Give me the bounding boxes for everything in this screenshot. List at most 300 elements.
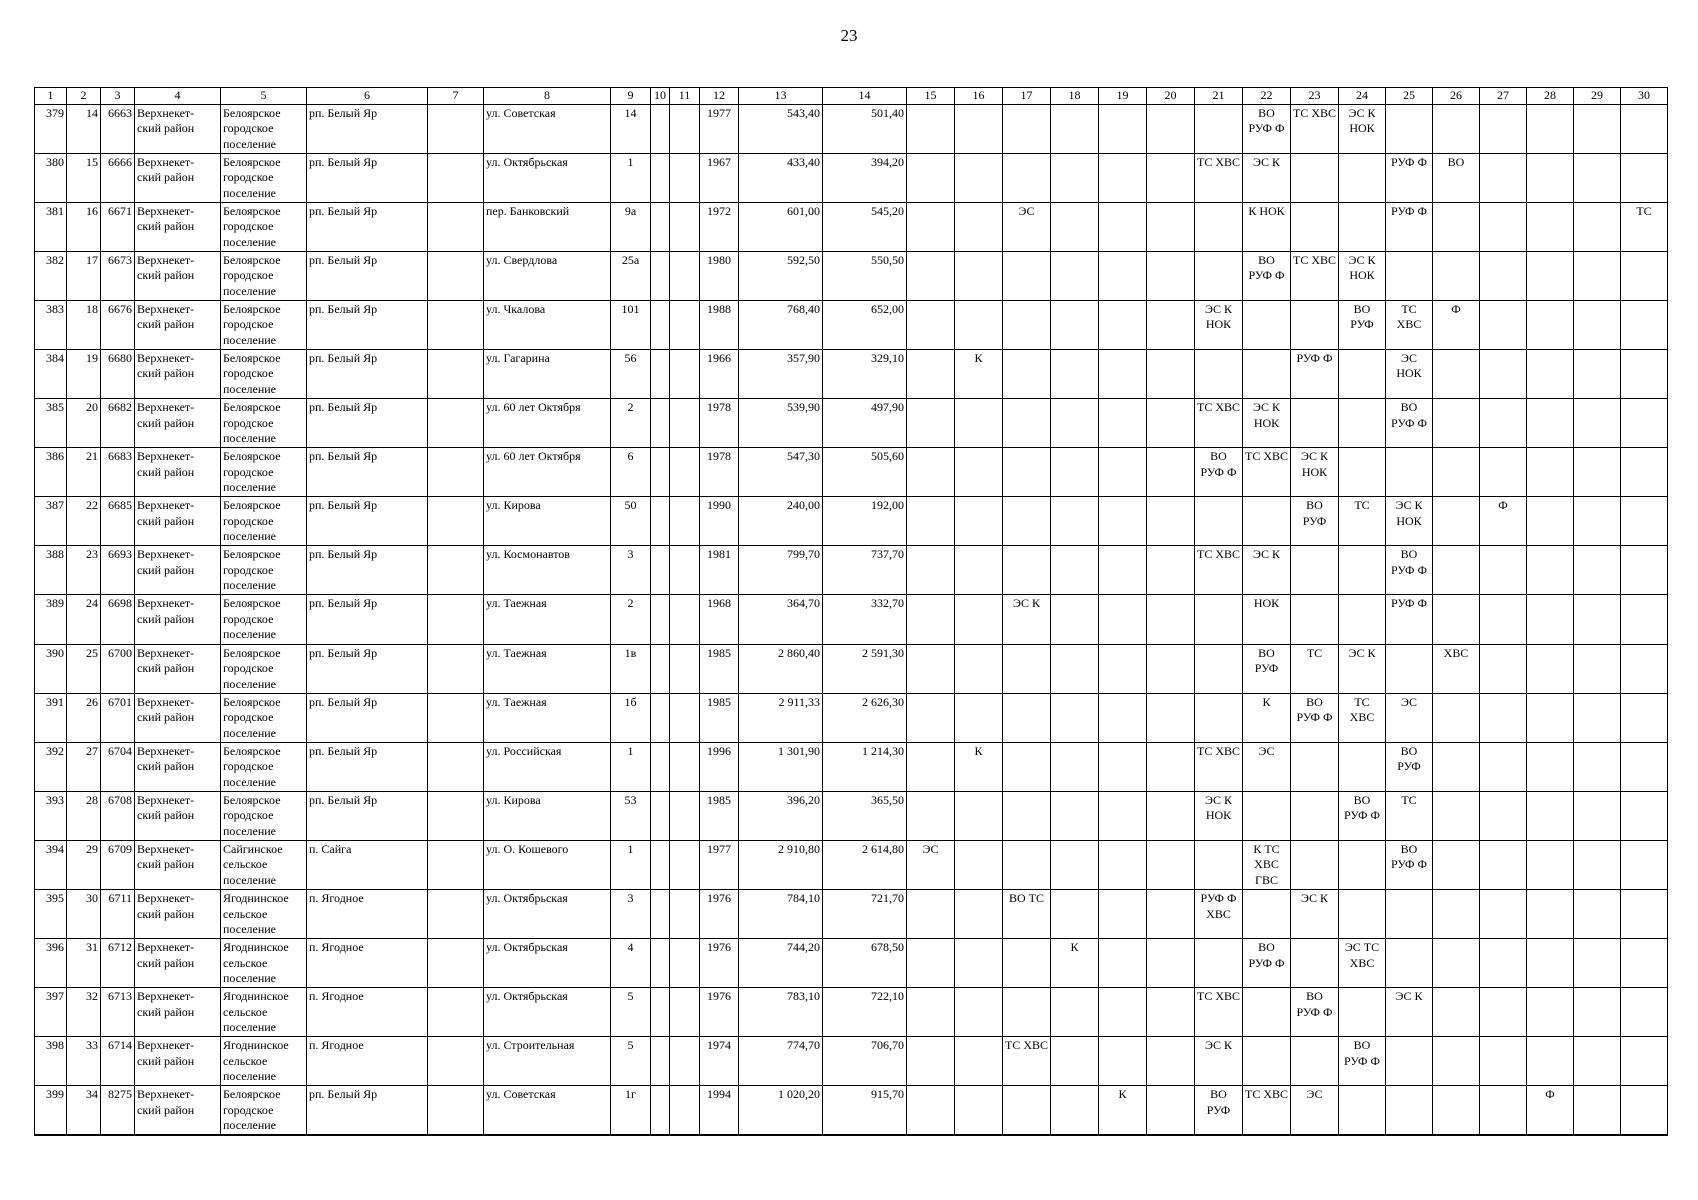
table-cell: Верхнекет-ский район	[135, 497, 221, 546]
table-cell	[1574, 1037, 1621, 1086]
table-cell	[670, 153, 700, 202]
table-cell	[955, 693, 1003, 742]
table-cell: 390	[35, 644, 67, 693]
table-cell	[1621, 349, 1668, 398]
table-cell	[1480, 202, 1527, 251]
table-cell: 2 911,33	[739, 693, 823, 742]
table-cell	[907, 693, 955, 742]
table-cell	[1527, 742, 1574, 791]
table-cell: 364,70	[739, 595, 823, 644]
table-cell: 768,40	[739, 300, 823, 349]
table-cell	[907, 251, 955, 300]
table-cell	[670, 595, 700, 644]
table-cell	[1099, 693, 1147, 742]
table-cell	[955, 644, 1003, 693]
table-cell: Белоярское городское поселение	[221, 546, 307, 595]
table-cell: 6663	[101, 104, 135, 153]
table-cell	[1147, 202, 1195, 251]
table-cell: ЭС ТС ХВС	[1339, 939, 1386, 988]
table-cell: 1977	[700, 840, 739, 889]
table-cell	[1527, 890, 1574, 939]
table-cell	[1003, 644, 1051, 693]
table-cell	[1147, 595, 1195, 644]
table-cell: пер. Банковский	[484, 202, 611, 251]
table-cell: 6708	[101, 791, 135, 840]
table-cell: 32	[67, 988, 101, 1037]
table-cell: рп. Белый Яр	[307, 153, 428, 202]
table-cell: ТС	[1621, 202, 1668, 251]
table-cell	[1480, 939, 1527, 988]
table-cell: 915,70	[823, 1086, 907, 1135]
table-cell	[1051, 890, 1099, 939]
table-row	[35, 399, 1668, 448]
table-cell: 17	[67, 251, 101, 300]
table-cell	[1195, 595, 1243, 644]
table-body	[35, 104, 1668, 1135]
table-cell	[1339, 1086, 1386, 1135]
table-cell	[1195, 497, 1243, 546]
table-cell: рп. Белый Яр	[307, 104, 428, 153]
table-row	[35, 742, 1668, 791]
column-header: 3	[101, 88, 135, 105]
table-cell: 33	[67, 1037, 101, 1086]
table-cell	[1099, 300, 1147, 349]
table-cell: 799,70	[739, 546, 823, 595]
table-cell: 396,20	[739, 791, 823, 840]
table-cell: 1977	[700, 104, 739, 153]
table-cell	[1003, 791, 1051, 840]
table-cell	[1527, 693, 1574, 742]
table-cell: 1968	[700, 595, 739, 644]
table-cell: Верхнекет-ский район	[135, 104, 221, 153]
table-cell	[907, 202, 955, 251]
table-cell	[651, 104, 670, 153]
table-cell	[670, 644, 700, 693]
column-header: 21	[1195, 88, 1243, 105]
table-cell	[907, 644, 955, 693]
table-cell: ТС ХВС	[1195, 988, 1243, 1037]
table-cell: ЭС К НОК	[1386, 497, 1433, 546]
table-cell	[955, 497, 1003, 546]
table-cell: 2 591,30	[823, 644, 907, 693]
table-cell: ВО РУФ Ф	[1386, 840, 1433, 889]
table-cell	[651, 644, 670, 693]
table-cell: 722,10	[823, 988, 907, 1037]
table-cell: 1990	[700, 497, 739, 546]
table-cell: 394	[35, 840, 67, 889]
table-cell: п. Ягодное	[307, 1037, 428, 1086]
table-cell: ЭС К НОК	[1291, 448, 1339, 497]
table-cell	[1527, 202, 1574, 251]
table-cell	[670, 251, 700, 300]
table-cell	[1243, 497, 1291, 546]
table-cell	[955, 300, 1003, 349]
table-cell: рп. Белый Яр	[307, 595, 428, 644]
table-cell: 18	[67, 300, 101, 349]
table-cell: 6701	[101, 693, 135, 742]
table-cell	[955, 1037, 1003, 1086]
table-cell	[1433, 840, 1480, 889]
table-cell	[428, 399, 484, 448]
table-cell: Белоярское городское поселение	[221, 448, 307, 497]
table-cell: Белоярское городское поселение	[221, 742, 307, 791]
table-cell	[1099, 644, 1147, 693]
table-cell	[1433, 693, 1480, 742]
table-cell	[907, 742, 955, 791]
table-cell: ЭС К НОК	[1243, 399, 1291, 448]
table-cell: ЭС К	[1003, 595, 1051, 644]
table-cell: К	[1243, 693, 1291, 742]
table-cell: п. Ягодное	[307, 988, 428, 1037]
table-cell: Белоярское городское поселение	[221, 349, 307, 398]
table-cell	[1574, 104, 1621, 153]
table-cell	[955, 399, 1003, 448]
table-cell: 6683	[101, 448, 135, 497]
table-cell	[1147, 939, 1195, 988]
table-cell	[1527, 546, 1574, 595]
table-cell: Верхнекет-ский район	[135, 890, 221, 939]
table-cell	[907, 939, 955, 988]
table-cell	[1433, 939, 1480, 988]
table-cell: рп. Белый Яр	[307, 349, 428, 398]
table-cell: Верхнекет-ский район	[135, 644, 221, 693]
table-cell	[1099, 890, 1147, 939]
table-cell	[428, 1086, 484, 1135]
table-cell	[1195, 349, 1243, 398]
table-cell	[1339, 840, 1386, 889]
table-cell: Белоярское городское поселение	[221, 399, 307, 448]
table-cell: 29	[67, 840, 101, 889]
table-cell: п. Ягодное	[307, 939, 428, 988]
table-cell	[907, 1086, 955, 1135]
table-cell	[1243, 349, 1291, 398]
table-cell: ВО РУФ	[1386, 742, 1433, 791]
table-cell	[670, 1086, 700, 1135]
table-cell: ул. Таежная	[484, 595, 611, 644]
table-cell	[1574, 300, 1621, 349]
table-cell	[1433, 595, 1480, 644]
table-cell: 2 614,80	[823, 840, 907, 889]
table-cell: Верхнекет-ский район	[135, 693, 221, 742]
table-cell	[670, 1037, 700, 1086]
table-cell	[1003, 300, 1051, 349]
table-cell: ул. Советская	[484, 1086, 611, 1135]
table-cell: ТС ХВС	[1195, 153, 1243, 202]
table-cell	[1621, 104, 1668, 153]
table-row	[35, 693, 1668, 742]
table-cell: 545,20	[823, 202, 907, 251]
table-cell	[651, 251, 670, 300]
table-cell	[1527, 644, 1574, 693]
column-header: 6	[307, 88, 428, 105]
table-cell	[1527, 300, 1574, 349]
table-cell	[1051, 349, 1099, 398]
table-cell	[1621, 300, 1668, 349]
table-cell	[1147, 497, 1195, 546]
table-cell	[1291, 1037, 1339, 1086]
table-cell: 381	[35, 202, 67, 251]
table-cell	[1621, 644, 1668, 693]
table-cell	[1527, 1037, 1574, 1086]
table-cell	[1339, 890, 1386, 939]
table-cell: ТС ХВС	[1003, 1037, 1051, 1086]
table-cell: 379	[35, 104, 67, 153]
table-cell: 8275	[101, 1086, 135, 1135]
table-cell	[1621, 988, 1668, 1037]
table-cell	[1051, 742, 1099, 791]
table-cell	[1003, 153, 1051, 202]
table-cell: рп. Белый Яр	[307, 791, 428, 840]
table-cell: 388	[35, 546, 67, 595]
table-cell: 28	[67, 791, 101, 840]
table-cell: 16	[67, 202, 101, 251]
table-cell	[1003, 349, 1051, 398]
table-cell	[1574, 251, 1621, 300]
table-cell: 1974	[700, 1037, 739, 1086]
table-cell	[1195, 104, 1243, 153]
column-header: 5	[221, 88, 307, 105]
table-cell: 783,10	[739, 988, 823, 1037]
table-cell	[1243, 988, 1291, 1037]
table-cell	[1051, 595, 1099, 644]
table-cell	[651, 202, 670, 251]
table-cell: 550,50	[823, 251, 907, 300]
table-cell: 380	[35, 153, 67, 202]
table-cell: 365,50	[823, 791, 907, 840]
table-cell: ВО	[1433, 153, 1480, 202]
table-cell: 1994	[700, 1086, 739, 1135]
table-cell	[1621, 497, 1668, 546]
table-cell	[651, 546, 670, 595]
table-cell	[1051, 644, 1099, 693]
table-cell	[1339, 448, 1386, 497]
table-cell	[1051, 153, 1099, 202]
table-cell: ул. Октябрьская	[484, 153, 611, 202]
table-cell: 384	[35, 349, 67, 398]
table-cell	[1291, 742, 1339, 791]
table-cell	[428, 595, 484, 644]
table-cell	[428, 546, 484, 595]
table-cell	[1480, 1037, 1527, 1086]
table-cell	[1195, 939, 1243, 988]
table-cell: 6685	[101, 497, 135, 546]
table-cell: ВО РУФ Ф	[1386, 399, 1433, 448]
table-cell	[1386, 644, 1433, 693]
table-cell	[1386, 890, 1433, 939]
table-cell	[670, 890, 700, 939]
table-cell: 389	[35, 595, 67, 644]
table-cell: Сайгинское сельское поселение	[221, 840, 307, 889]
table-cell	[1621, 153, 1668, 202]
table-cell: 31	[67, 939, 101, 988]
table-cell: 539,90	[739, 399, 823, 448]
table-cell: 1988	[700, 300, 739, 349]
table-cell	[1527, 497, 1574, 546]
table-cell	[1099, 791, 1147, 840]
table-cell	[651, 742, 670, 791]
table-cell	[1480, 1086, 1527, 1135]
table-cell	[1339, 988, 1386, 1037]
table-row	[35, 153, 1668, 202]
table-cell: Верхнекет-ский район	[135, 939, 221, 988]
table-cell: К ТС ХВС ГВС	[1243, 840, 1291, 889]
table-cell: 1985	[700, 693, 739, 742]
table-cell	[428, 448, 484, 497]
column-number-row	[35, 88, 1668, 105]
table-cell: ЭС К	[1339, 644, 1386, 693]
table-cell	[1527, 448, 1574, 497]
table-cell: ВО РУФ Ф	[1243, 104, 1291, 153]
table-cell: 1 301,90	[739, 742, 823, 791]
table-cell: 2	[611, 399, 651, 448]
table-cell: ЭС К НОК	[1195, 791, 1243, 840]
table-cell	[907, 300, 955, 349]
table-cell: Верхнекет-ский район	[135, 988, 221, 1037]
table-cell: рп. Белый Яр	[307, 497, 428, 546]
table-cell: 1976	[700, 988, 739, 1037]
table-cell: ТС ХВС	[1195, 546, 1243, 595]
table-cell	[428, 497, 484, 546]
table-cell	[1480, 742, 1527, 791]
table-cell	[1574, 546, 1621, 595]
table-cell: 22	[67, 497, 101, 546]
table-cell: ВО РУФ	[1339, 300, 1386, 349]
table-cell	[1527, 349, 1574, 398]
table-cell: 2	[611, 595, 651, 644]
table-cell: ЭС К НОК	[1195, 300, 1243, 349]
table-cell	[1574, 693, 1621, 742]
table-cell	[651, 497, 670, 546]
table-cell: 6712	[101, 939, 135, 988]
table-cell	[1621, 1086, 1668, 1135]
table-cell: 3	[611, 890, 651, 939]
table-cell: 601,00	[739, 202, 823, 251]
table-cell	[1480, 840, 1527, 889]
table-row	[35, 1086, 1668, 1135]
table-cell: К	[955, 742, 1003, 791]
table-row	[35, 791, 1668, 840]
table-cell: 5	[611, 988, 651, 1037]
table-cell	[1574, 791, 1621, 840]
table-cell: 6698	[101, 595, 135, 644]
table-cell	[1480, 595, 1527, 644]
table-cell: 543,40	[739, 104, 823, 153]
table-cell	[907, 1037, 955, 1086]
table-cell	[651, 890, 670, 939]
table-cell	[1003, 840, 1051, 889]
table-row	[35, 104, 1668, 153]
table-cell: 1980	[700, 251, 739, 300]
table-cell	[1339, 153, 1386, 202]
table-cell	[1433, 104, 1480, 153]
table-cell: Белоярское городское поселение	[221, 693, 307, 742]
table-cell: К	[955, 349, 1003, 398]
table-cell: 1б	[611, 693, 651, 742]
table-cell	[428, 251, 484, 300]
table-cell: 357,90	[739, 349, 823, 398]
table-cell	[1147, 988, 1195, 1037]
table-cell: Белоярское городское поселение	[221, 104, 307, 153]
table-cell	[1574, 840, 1621, 889]
table-cell	[1480, 349, 1527, 398]
table-cell	[1621, 1037, 1668, 1086]
table-cell: 25а	[611, 251, 651, 300]
table-cell: Ф	[1433, 300, 1480, 349]
table-cell	[670, 448, 700, 497]
table-cell: 6713	[101, 988, 135, 1037]
column-header: 1	[35, 88, 67, 105]
table-cell	[428, 349, 484, 398]
table-cell	[651, 300, 670, 349]
table-cell	[1291, 202, 1339, 251]
table-cell: 505,60	[823, 448, 907, 497]
table-cell	[1195, 202, 1243, 251]
table-cell: 1967	[700, 153, 739, 202]
table-cell	[1480, 399, 1527, 448]
table-cell	[1195, 644, 1243, 693]
table-cell: рп. Белый Яр	[307, 1086, 428, 1135]
table-cell	[1051, 202, 1099, 251]
table-cell: п. Сайга	[307, 840, 428, 889]
table-cell: 391	[35, 693, 67, 742]
table-cell: ул. Октябрьская	[484, 988, 611, 1037]
table-cell	[1433, 399, 1480, 448]
table-cell	[1003, 1086, 1051, 1135]
table-cell	[1051, 448, 1099, 497]
table-cell	[955, 153, 1003, 202]
table-cell	[428, 840, 484, 889]
table-cell	[428, 693, 484, 742]
column-header: 30	[1621, 88, 1668, 105]
table-cell	[1147, 399, 1195, 448]
column-header: 11	[670, 88, 700, 105]
table-row	[35, 497, 1668, 546]
table-cell	[1574, 497, 1621, 546]
table-cell	[1339, 742, 1386, 791]
table-cell	[1574, 1086, 1621, 1135]
table-cell	[651, 349, 670, 398]
table-cell: Ягоднинское сельское поселение	[221, 988, 307, 1037]
table-row	[35, 595, 1668, 644]
table-cell	[1051, 693, 1099, 742]
table-cell: ВО РУФ Ф	[1243, 251, 1291, 300]
table-cell: ТС	[1291, 644, 1339, 693]
table-cell: 21	[67, 448, 101, 497]
table-cell: 6682	[101, 399, 135, 448]
table-row	[35, 202, 1668, 251]
table-cell	[1480, 791, 1527, 840]
table-cell	[1574, 890, 1621, 939]
column-header: 12	[700, 88, 739, 105]
table-cell: 547,30	[739, 448, 823, 497]
table-cell	[1003, 693, 1051, 742]
table-cell	[955, 546, 1003, 595]
column-header: 7	[428, 88, 484, 105]
table-cell	[651, 791, 670, 840]
table-cell: Верхнекет-ский район	[135, 546, 221, 595]
table-cell: 382	[35, 251, 67, 300]
table-cell	[1480, 251, 1527, 300]
table-cell: 397	[35, 988, 67, 1037]
table-cell: Белоярское городское поселение	[221, 1086, 307, 1135]
table-cell: ул. Строительная	[484, 1037, 611, 1086]
column-header: 28	[1527, 88, 1574, 105]
table-cell	[1574, 595, 1621, 644]
table-cell	[651, 693, 670, 742]
table-cell	[1621, 448, 1668, 497]
table-cell	[1147, 104, 1195, 153]
table-cell: ТС ХВС	[1339, 693, 1386, 742]
